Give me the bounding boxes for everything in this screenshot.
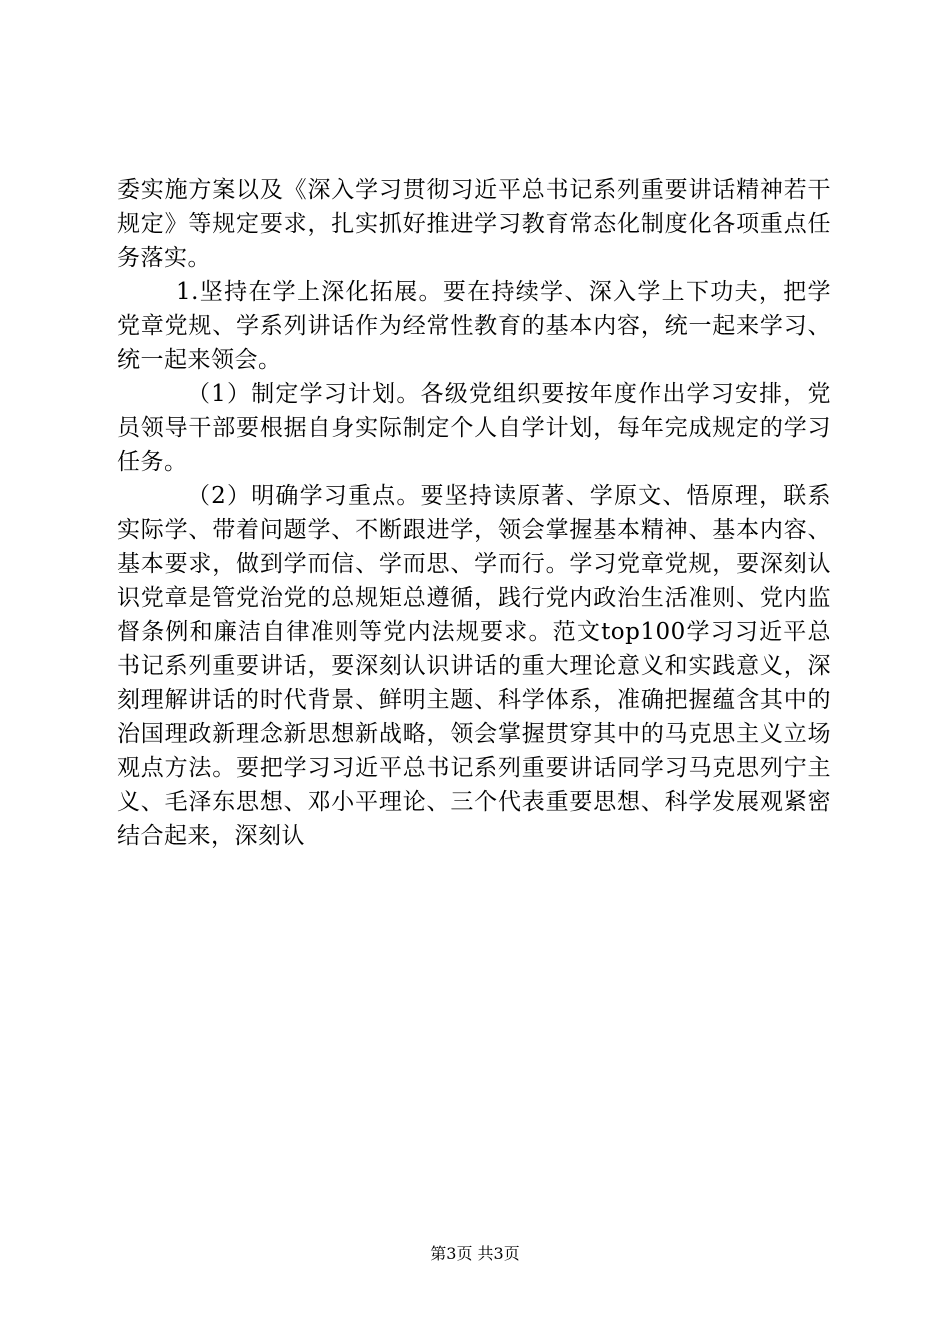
paragraph-continuation: 委实施方案以及《深入学习贯彻习近平总书记系列重要讲话精神若干规定》等规定要求，扎实抓好推进学习教育常态化制度化各项重点任务落实。 [117, 177, 831, 271]
document-body [117, 173, 831, 853]
paragraph-section-1: 1.坚持在学上深化拓展。要在持续学、深入学上下功夫，把学党章党规、学系列讲话作为经常性教育的基本内容，统一起来学习、统一起来领会。 [117, 279, 831, 373]
paragraph-item-2: （2）明确学习重点。要坚持读原著、学原文、悟原理，联系实际学、带着问题学、不断跟进学，领会掌握基本精神、基本内容、基本要求，做到学而信、学而思、学而行。学习党章党规，要深刻认识党章是管党治党的总规矩总遵循，践行党内政治生活准则、党内监督条例和廉洁自律准则等党内法规要求。范文top100学习习近平总书记系列重要讲话，要深刻认识讲话的重大理论意义和实践意义，深刻理解讲话的时代背景、鲜明主题、科学体系，准确把握蕴含其中的治国理政新理念新思想新战略，领会掌握贯穿其中的马克思主义立场观点方法。要把学习习近平总书记系列重要讲话同学习马克思列宁主义、毛泽东思想、邓小平理论、三个代表重要思想、科学发展观紧密结合起来，深刻认 [117, 483, 831, 849]
paragraph-item-1: （1）制定学习计划。各级党组织要按年度作出学习安排，党员领导干部要根据自身实际制定个人自学计划，每年完成规定的学习任务。 [117, 381, 831, 475]
page-footer: 第3页 共3页 [430, 1244, 520, 1263]
